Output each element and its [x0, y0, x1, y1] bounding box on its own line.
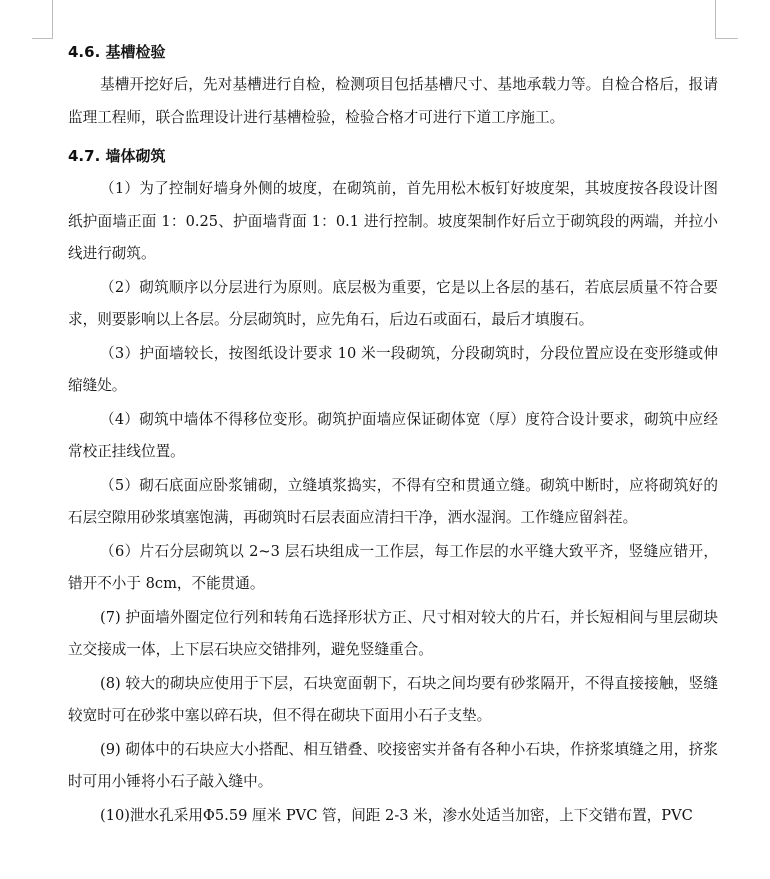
paragraph-item-10: (10)泄水孔采用Φ5.59 厘米 PVC 管，间距 2-3 米，渗水处适当加密，上下交错布置，PVC [100, 806, 693, 824]
document-page [68, 37, 718, 833]
paragraph-item-5: （5）砌石底面应卧浆铺砌，立缝填浆捣实，不得有空和贯通立缝。砌筑中断时，应将砌筑好的石层空隙用砂浆填塞饱满，再砌筑时石层表面应清扫干净，洒水湿润。工作缝应留斜茬。 [68, 476, 718, 526]
section-heading-4-7: 4.7. 墙体砌筑 [68, 147, 166, 165]
crop-mark-top-right [715, 0, 738, 39]
paragraph-item-9: (9) 砌体中的石块应大小搭配、相互错叠、咬接密实并备有各种小石块，作挤浆填缝之用，挤浆时可用小锤将小石子敲入缝中。 [68, 740, 718, 790]
paragraph-foundation-inspection: 基槽开挖好后，先对基槽进行自检，检测项目包括基槽尺寸、基地承载力等。自检合格后，报请监理工程师，联合监理设计进行基槽检验，检验合格才可进行下道工序施工。 [68, 76, 718, 126]
paragraph-item-7: (7) 护面墙外圈定位行列和转角石选择形状方正、尺寸相对较大的片石，并长短相间与里层砌块立交接成一体，上下层石块应交错排列，避免竖缝重合。 [68, 608, 718, 658]
paragraph-item-4: （4）砌筑中墙体不得移位变形。砌筑护面墙应保证砌体宽（厚）度符合设计要求，砌筑中应经常校正挂线位置。 [68, 410, 718, 460]
section-heading-4-6: 4.6. 基槽检验 [68, 43, 166, 61]
paragraph-item-2: （2）砌筑顺序以分层进行为原则。底层极为重要，它是以上各层的基石，若底层质量不符合要求，则要影响以上各层。分层砌筑时，应先角石，后边石或面石，最后才填腹石。 [68, 278, 718, 328]
crop-mark-top-left [32, 0, 53, 39]
paragraph-item-3: （3）护面墙较长，按图纸设计要求 10 米一段砌筑，分段砌筑时，分段位置应设在变形缝或伸缩缝处。 [68, 344, 718, 394]
paragraph-item-8: (8) 较大的砌块应使用于下层，石块宽面朝下，石块之间均要有砂浆隔开，不得直接接触，竖缝较宽时可在砂浆中塞以碎石块，但不得在砌块下面用小石子支垫。 [68, 674, 718, 724]
paragraph-item-6: （6）片石分层砌筑以 2~3 层石块组成一工作层，每工作层的水平缝大致平齐，竖缝应错开，错开不小于 8cm，不能贯通。 [68, 542, 718, 592]
paragraph-item-1: （1）为了控制好墙身外侧的坡度，在砌筑前，首先用松木板钉好坡度架，其坡度按各段设计图纸护面墙正面 1：0.25、护面墙背面 1：0.1 进行控制。坡度架制作好后立于砌筑段的两端，并拉小线进行砌筑。 [68, 180, 718, 262]
